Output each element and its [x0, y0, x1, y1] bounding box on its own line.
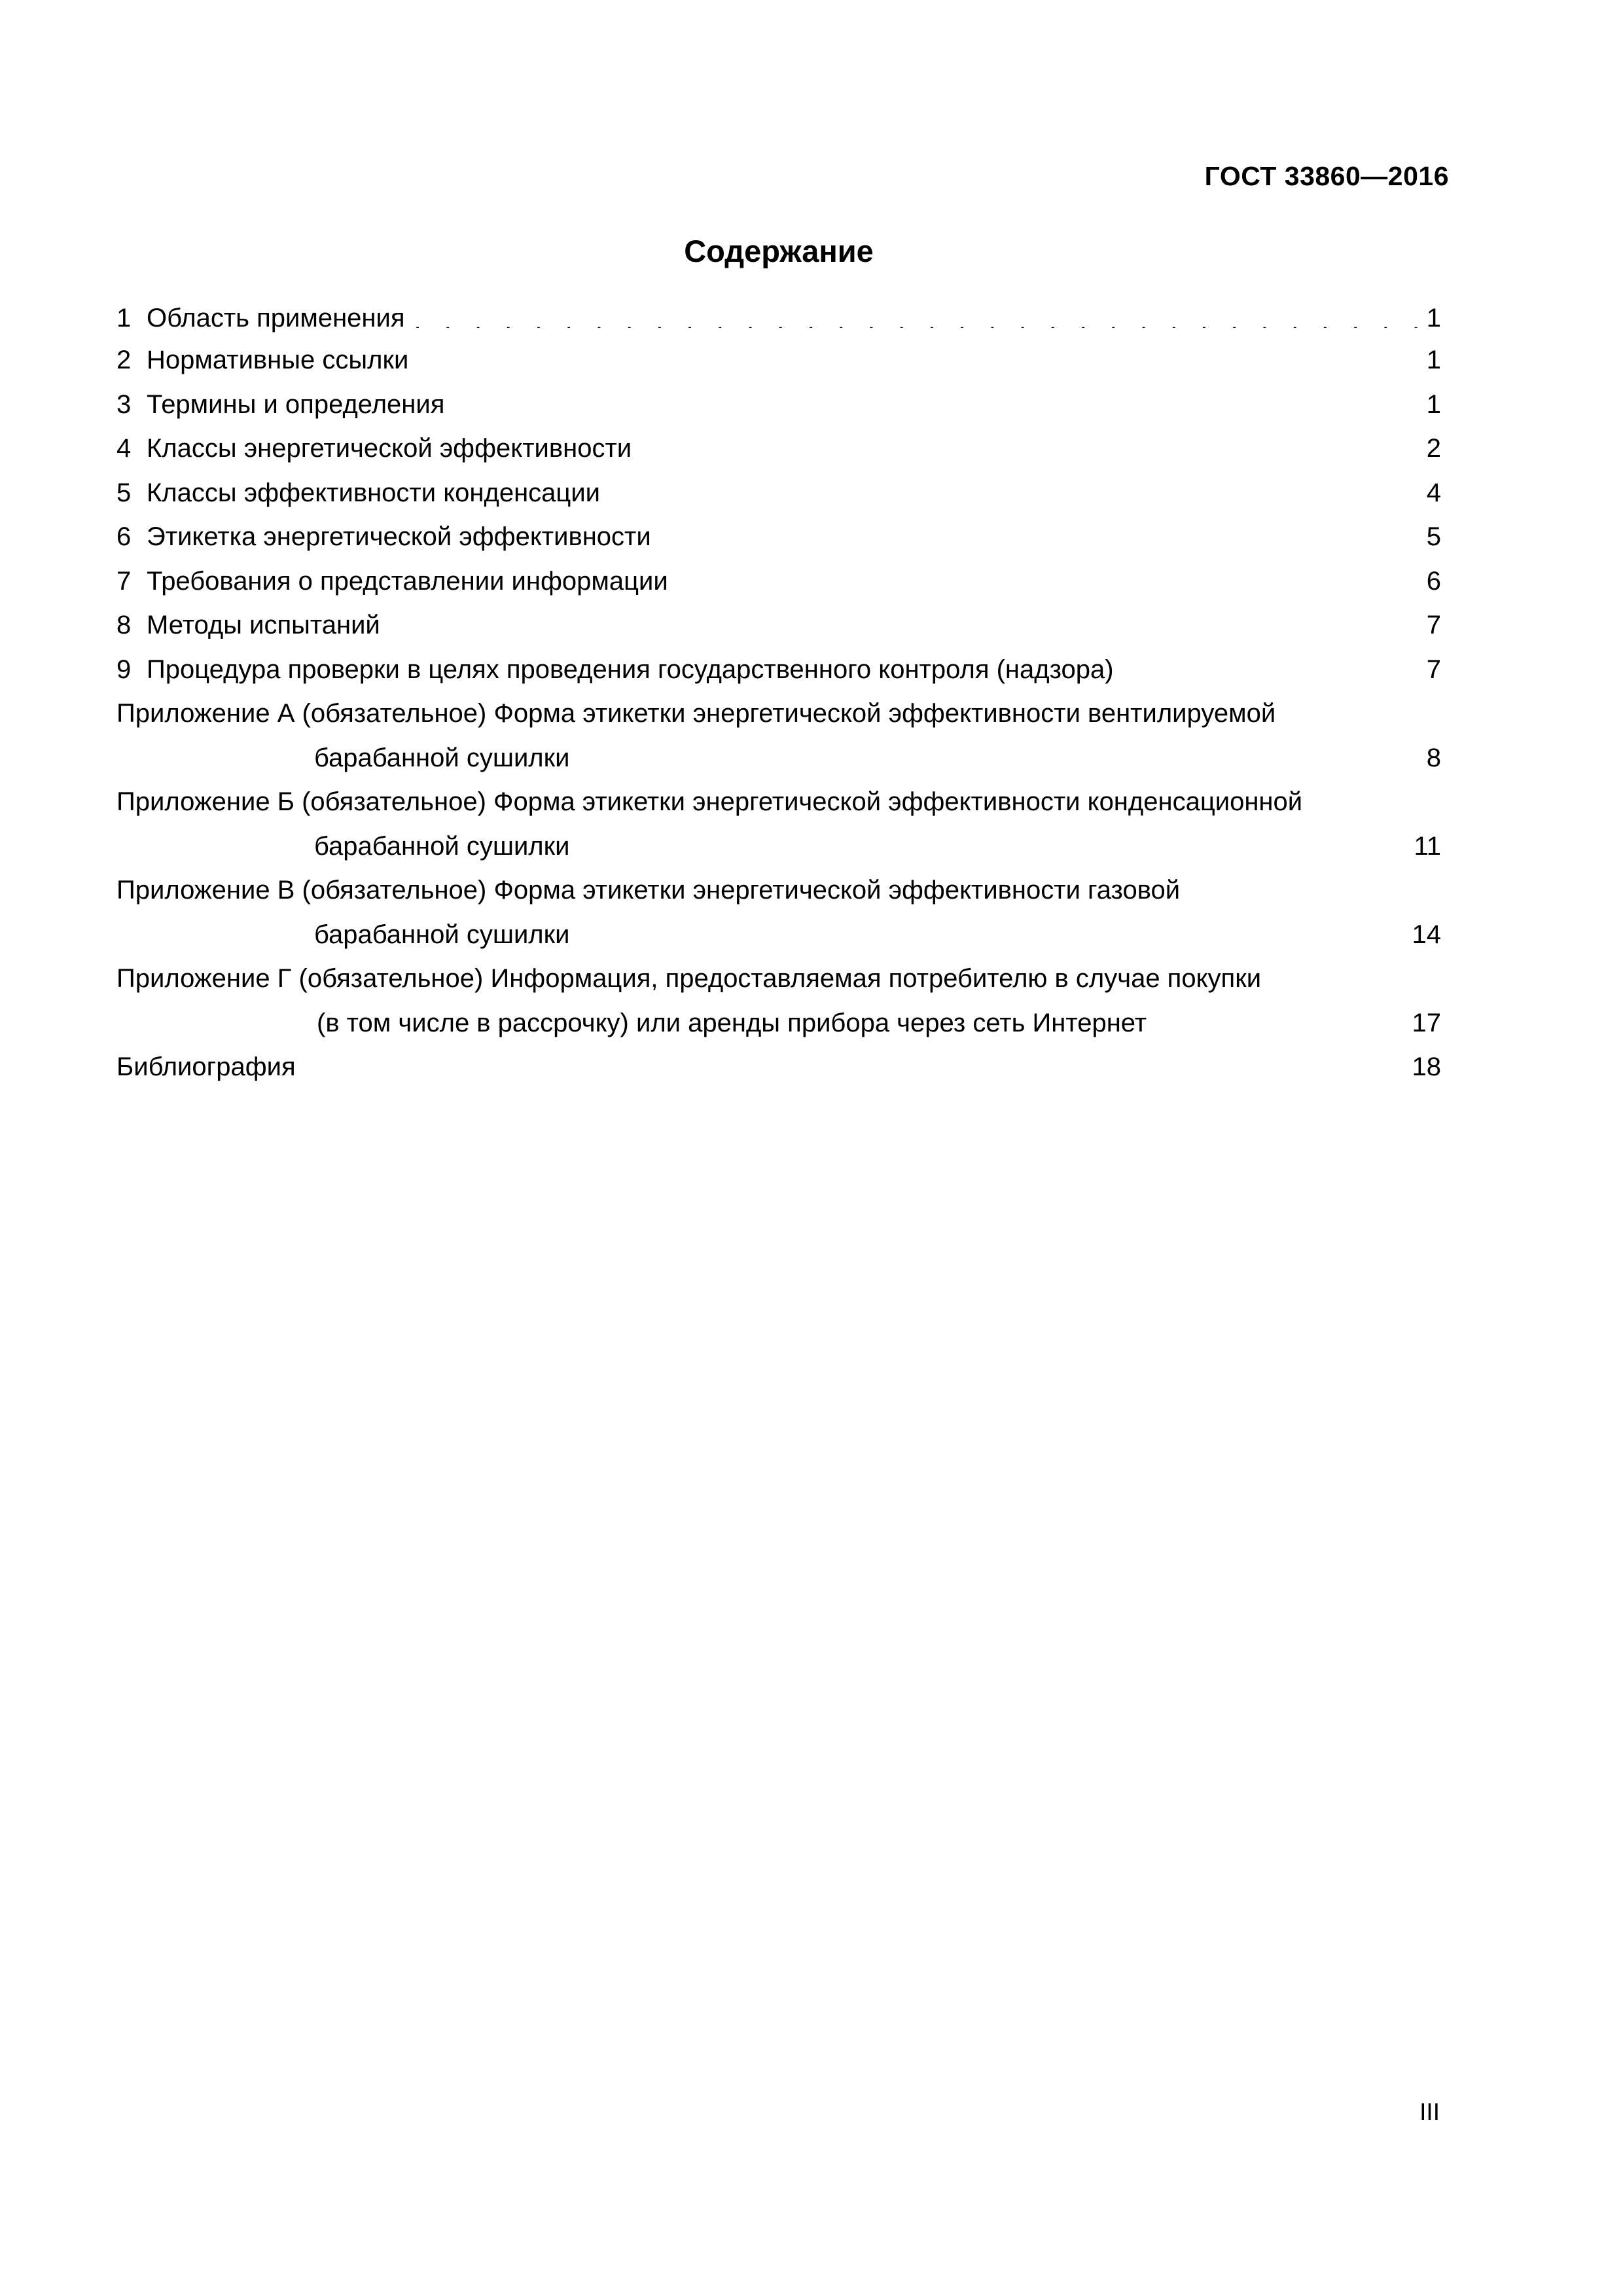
toc-entry-3	[116, 383, 1441, 427]
toc-appendix-b-cont	[116, 825, 1441, 869]
toc-entry-2	[116, 338, 1441, 383]
toc-entry-text: Методы испытаний	[147, 611, 380, 639]
toc-page-number: 5	[1426, 522, 1441, 551]
toc-entry-text: Библиография	[116, 1052, 296, 1081]
toc-entry-number: 8	[116, 611, 132, 639]
dot-leader	[641, 432, 1421, 458]
dot-leader	[414, 302, 1421, 328]
toc-entry-number: 6	[116, 522, 132, 551]
toc-appendix-v-title	[116, 869, 1441, 913]
dot-leader	[454, 388, 1421, 414]
toc-entry-label	[116, 298, 405, 338]
dot-leader	[579, 742, 1421, 768]
toc-entry-text: Область применения	[147, 304, 405, 332]
toc-entry-number: 1	[116, 304, 132, 332]
toc-entry-label	[116, 338, 408, 383]
dot-leader	[609, 476, 1421, 503]
toc-entry-number: 2	[116, 346, 132, 374]
toc-appendix-text: барабанной сушилки	[314, 831, 570, 861]
toc-entry-number: 3	[116, 389, 132, 419]
page-title: Содержание	[684, 234, 874, 268]
toc-appendix-a-title	[116, 692, 1441, 736]
toc-appendix-g-cont	[116, 1001, 1441, 1046]
dot-leader	[1123, 653, 1421, 679]
toc-entry-label	[116, 648, 1114, 692]
toc-page-number: 1	[1426, 304, 1441, 332]
toc-entry-text: Процедура проверки в целях проведения государственного контроля (надзора)	[147, 655, 1114, 684]
toc-entry-text: Требования о представлении информации	[147, 566, 668, 596]
toc-entry-number: 4	[116, 434, 132, 463]
toc-page-number: 18	[1412, 1052, 1441, 1081]
toc-entry-8	[116, 603, 1441, 648]
toc-entry-7	[116, 560, 1441, 604]
toc-entry-label	[116, 603, 380, 648]
toc-appendix-g-title	[116, 957, 1441, 1001]
toc-entry-label	[116, 560, 668, 604]
toc-appendix-text: барабанной сушилки	[314, 920, 570, 949]
page-number: III	[1419, 2098, 1440, 2125]
toc-appendix-text: Приложение Г (обязательное) Информация, предоставляемая потребителю в случае покупки	[116, 964, 1262, 993]
toc-entry-6	[116, 515, 1441, 560]
document-code: ГОСТ 33860—2016	[1204, 161, 1449, 191]
toc-entry-text: Классы энергетической эффективности	[147, 434, 632, 463]
toc-entry-4	[116, 427, 1441, 471]
dot-leader	[389, 609, 1421, 635]
toc-bibliography	[116, 1045, 1441, 1090]
toc-page-number: 2	[1426, 434, 1441, 463]
toc-entry-label	[116, 515, 651, 560]
toc-page-number: 4	[1426, 478, 1441, 507]
toc-page-number: 1	[1426, 389, 1441, 419]
toc-entry-text: Нормативные ссылки	[147, 346, 409, 374]
toc-entry-text: Этикетка энергетической эффективности	[147, 522, 651, 551]
toc-entry-5	[116, 471, 1441, 516]
toc-page-number: 1	[1426, 346, 1441, 374]
toc-entry-9	[116, 648, 1441, 692]
dot-leader	[579, 830, 1408, 856]
dot-leader	[305, 1050, 1407, 1077]
toc-page-number: 17	[1412, 1008, 1441, 1037]
toc-appendix-text: барабанной сушилки	[314, 743, 570, 772]
dot-leader	[579, 918, 1406, 944]
toc-page-number: 7	[1426, 655, 1441, 684]
toc-appendix-text: Приложение Б (обязательное) Форма этикетки энергетической эффективности конденсационной	[116, 787, 1303, 816]
toc-appendix-v-cont	[116, 913, 1441, 958]
dot-leader	[677, 565, 1421, 591]
toc-page-number: 6	[1426, 566, 1441, 596]
toc-entry-number: 7	[116, 566, 132, 596]
toc-page-number: 8	[1426, 743, 1441, 772]
toc-entry-1	[116, 298, 1441, 338]
toc-appendix-text: (в том числе в рассрочку) или аренды прибора через сеть Интернет	[317, 1008, 1147, 1037]
toc-entry-number: 5	[116, 478, 132, 507]
toc-appendix-b-title	[116, 780, 1441, 825]
dot-leader	[660, 520, 1421, 547]
toc-page-number: 14	[1412, 920, 1441, 949]
table-of-contents	[116, 298, 1441, 1090]
toc-entry-number: 9	[116, 655, 132, 684]
toc-page-number: 7	[1426, 611, 1441, 639]
toc-entry-text: Термины и определения	[147, 389, 445, 419]
toc-entry-label	[116, 427, 632, 471]
dot-leader	[1156, 1007, 1406, 1033]
toc-appendix-a-cont	[116, 736, 1441, 781]
toc-entry-label	[116, 471, 600, 516]
toc-appendix-text: Приложение А (обязательное) Форма этикетки энергетической эффективности вентилируемой	[116, 699, 1276, 728]
toc-appendix-text: Приложение В (обязательное) Форма этикетки энергетической эффективности газовой	[116, 876, 1181, 905]
toc-entry-text: Классы эффективности конденсации	[147, 478, 601, 507]
toc-page-number: 11	[1414, 831, 1441, 861]
toc-entry-label	[116, 383, 444, 427]
dot-leader	[418, 344, 1421, 370]
